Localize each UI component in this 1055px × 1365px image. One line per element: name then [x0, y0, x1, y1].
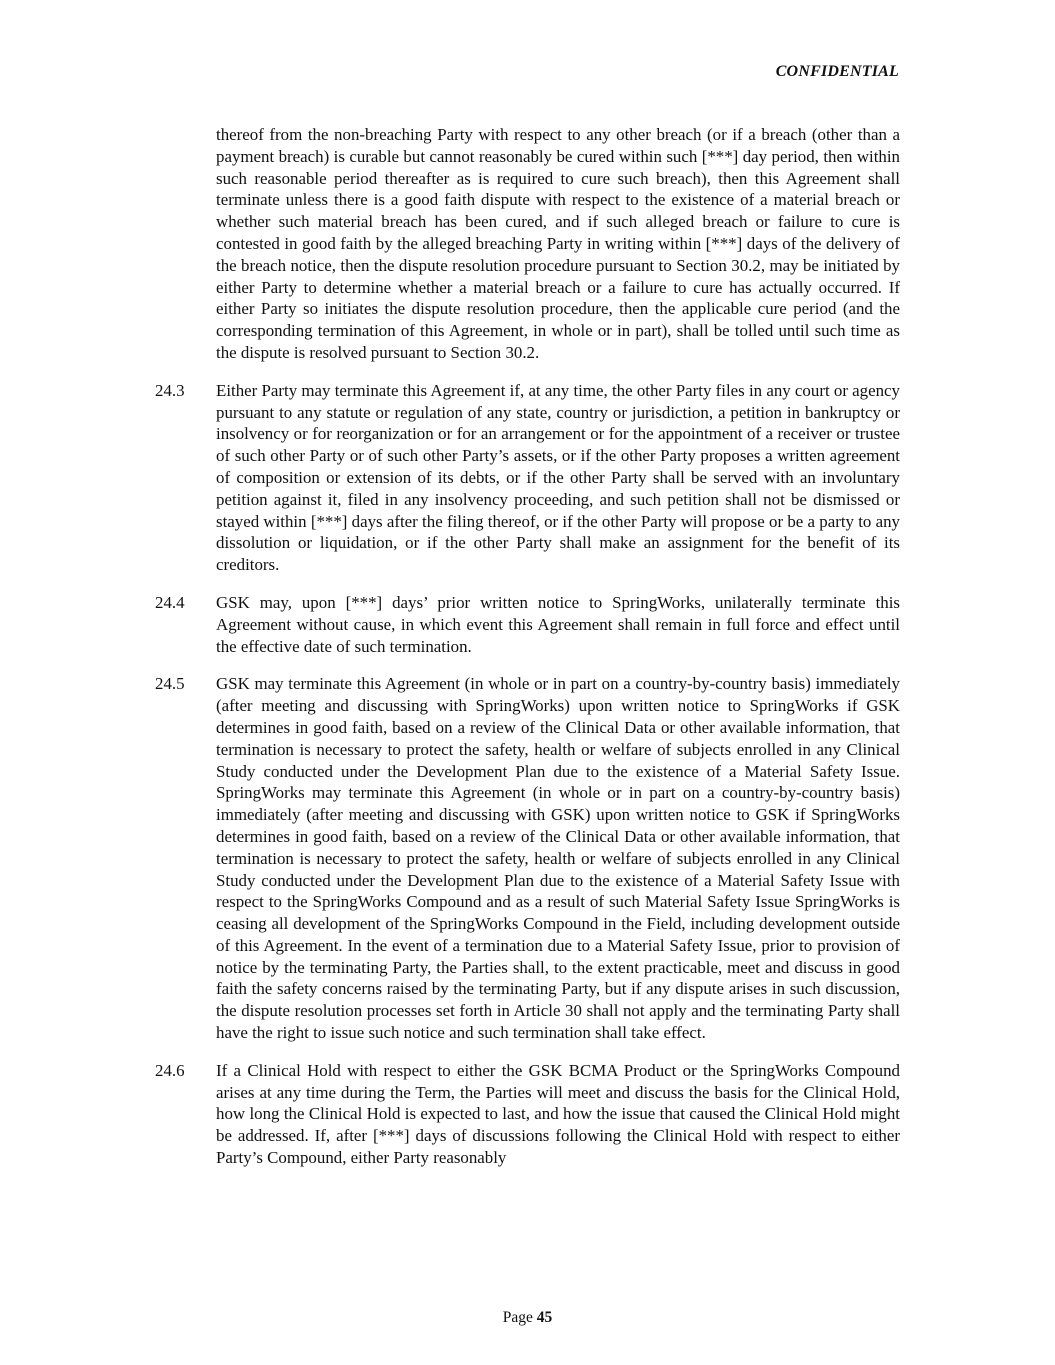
clause-text: If a Clinical Hold with respect to either the GSK BCMA Product or the SpringWorks Compound arises at any time during the Term, the Parties will meet and discuss the basis for the Clinical Hold, how long the Clinical Hold is expected to last, and how the issue that caused the Clinical Hold might be addressed. If, after [***] days of discussions following the Clinical Hold with respect to either Party’s Compound, either Party reasonably	[216, 1060, 900, 1168]
page-label: Page	[502, 1309, 533, 1326]
clause-text: Either Party may terminate this Agreement if, at any time, the other Party files in any court or agency pursuant to any statute or regulation of any state, country or jurisdiction, a petition in bankruptcy or insolvency or for reorganization or for an arrangement or for the appointment of a receiver or trustee of such other Party or of such other Party’s assets, or if the other Party proposes a written agreement of composition or extension of its debts, or if the other Party shall be served with an involuntary petition against it, filed in any insolvency proceeding, and such petition shall not be dismissed or stayed within [***] days after the filing thereof, or if the other Party will propose or be a party to any dissolution or liquidation, or if the other Party shall make an assignment for the benefit of its creditors.	[216, 380, 900, 575]
page-footer	[0, 1309, 1055, 1327]
clause-text: GSK may terminate this Agreement (in whole or in part on a country-by-country basis) immediately (after meeting and discussing with SpringWorks) upon written notice to SpringWorks if GSK determines in good faith, based on a review of the Clinical Data or other available information, that termination is necessary to protect the safety, health or welfare of subjects enrolled in any Clinical Study conducted under the Development Plan due to the existence of a Material Safety Issue. SpringWorks may terminate this Agreement (in whole or in part on a country-by-country basis) immediately (after meeting and discussing with GSK) upon written notice to GSK if SpringWorks determines in good faith, based on a review of the Clinical Data or other available information, that termination is necessary to protect the safety, health or welfare of subjects enrolled in any Clinical Study conducted under the Development Plan due to the existence of a Material Safety Issue with respect to the SpringWorks Compound and as a result of such Material Safety Issue SpringWorks is ceasing all development of the SpringWorks Compound in the Field, including development outside of this Agreement. In the event of a termination due to a Material Safety Issue, prior to provision of notice by the terminating Party, the Parties shall, to the extent practicable, meet and discuss in good faith the safety concerns raised by the terminating Party, but if any dispute arises in such discussion, the dispute resolution processes set forth in Article 30 shall not apply and the terminating Party shall have the right to issue such notice and such termination shall take effect.	[216, 674, 900, 1043]
clause-24-3	[155, 380, 900, 576]
clause-24-5	[155, 673, 900, 1044]
continuation-paragraph: thereof from the non-breaching Party with respect to any other breach (or if a breach (other than a payment breach) is curable but cannot reasonably be cured within such [***] day period, then within such reasonable period thereafter as is required to cure such breach), then this Agreement shall terminate unless there is a good faith dispute with respect to the existence of a material breach or whether such material breach has been cured, and if such alleged breach or failure to cure is contested in good faith by the alleged breaching Party in writing within [***] days of the delivery of the breach notice, then the dispute resolution procedure pursuant to Section 30.2, may be initiated by either Party to determine whether a material breach or a failure to cure has actually occurred. If either Party so initiates the dispute resolution procedure, then the applicable cure period (and the corresponding termination of this Agreement, in whole or in part), shall be tolled until such time as the dispute is resolved pursuant to Section 30.2.	[216, 125, 900, 362]
confidential-label: CONFIDENTIAL	[775, 63, 899, 80]
clause-text: GSK may, upon [***] days’ prior written notice to SpringWorks, unilaterally terminate this Agreement without cause, in which event this Agreement shall remain in full force and effect until the effective date of such termination.	[216, 592, 900, 656]
clause-24-6	[155, 1060, 900, 1169]
clause-number: 24.3	[155, 380, 185, 400]
page-number: 45	[536, 1309, 553, 1326]
clause-number: 24.4	[155, 592, 185, 612]
clause-number: 24.6	[155, 1060, 185, 1080]
document-body	[155, 124, 900, 1169]
clause-24-4	[155, 592, 900, 657]
clause-number: 24.5	[155, 674, 185, 694]
